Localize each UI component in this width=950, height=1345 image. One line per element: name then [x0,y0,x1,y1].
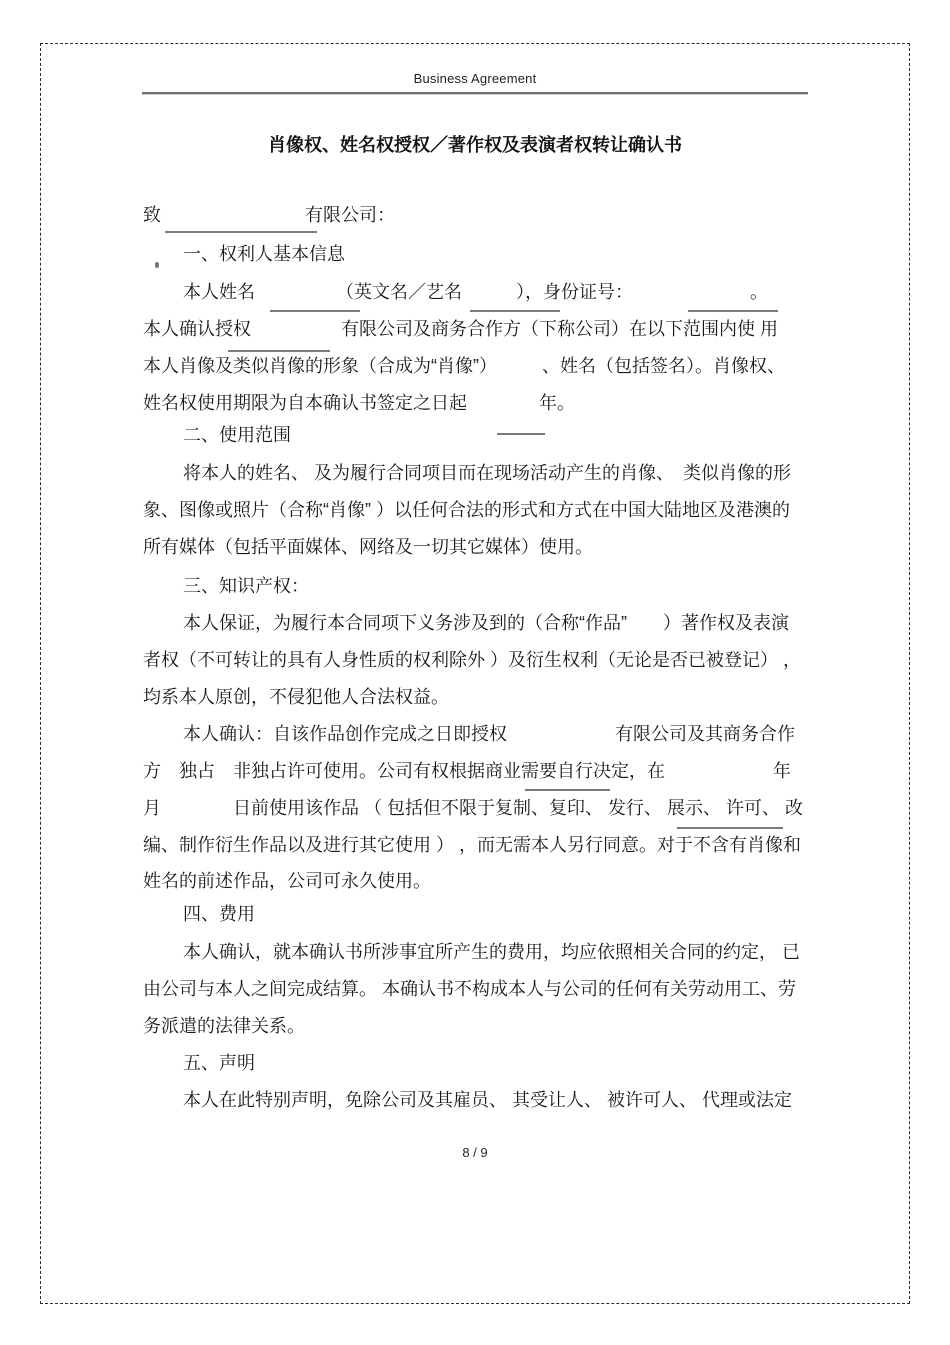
doc-line: 将本人的姓名、 及为履行合同项目而在现场活动产生的肖像、 类似肖像的形 [183,463,791,483]
doc-line: 本人确认：自该作品创作完成之日即授权 有限公司及其商务合作 [183,724,795,744]
doc-line: 象、图像或照片（合称“肖像” ）以任何合法的形式和方式在中国大陆地区及港澳的 [143,500,790,520]
section-heading-4: 四、费用 [183,904,255,924]
blank-underline [165,231,317,233]
doc-line: 务派遣的法律关系。 [143,1016,305,1036]
doc-line: 本人肖像及类似肖像的形象（合成为“肖像”） 、姓名（包括签名）。肖像权、 [143,356,785,376]
doc-line: 月 日前使用该作品 （ 包括但不限于复制、复印、 发行、 展示、 许可、 改 [143,798,804,818]
blank-underline [228,350,330,352]
blank-underline [677,827,783,829]
doc-line: 由公司与本人之间完成结算。 本确认书不构成本人与公司的任何有关劳动用工、劳 [143,979,796,999]
header-rule [142,92,808,95]
section-heading-3: 三、知识产权： [183,576,309,596]
section-heading-1: 一、权利人基本信息 [183,244,345,264]
doc-line: 方 独占 非独占许可使用。公司有权根据商业需要自行决定，在 年 [143,761,791,781]
stray-mark [155,262,159,268]
doc-line: 所有媒体（包括平面媒体、网络及一切其它媒体）使用。 [143,537,593,557]
doc-line: 姓名权使用期限为自本确认书签定之日起 年。 [143,393,575,413]
doc-line-salutation: 致 有限公司： [143,205,395,225]
page-number: 8 / 9 [462,1145,488,1160]
doc-line: 本人保证，为履行本合同项下义务涉及到的（合称“作品” ）著作权及表演 [183,613,789,633]
section-heading-5: 五、声明 [183,1053,255,1073]
doc-line: 姓名的前述作品，公司可永久使用。 [143,871,431,891]
blank-underline [270,310,360,312]
doc-line: 本人确认授权 有限公司及商务合作方（下称公司）在以下范围内使 用 [143,319,778,339]
doc-line: 本人姓名 （英文名／艺名 ），身份证号： 。 [183,282,768,302]
header-title: Business Agreement [413,71,537,86]
doc-line: 者权（不可转让的具有人身性质的权利除外 ）及衍生权利（无论是否已被登记） ， [143,650,801,670]
doc-title: 肖像权、姓名权授权／著作权及表演者权转让确认书 [268,135,682,155]
doc-line: 本人确认，就本确认书所涉事宜所产生的费用，均应依照相关合同的约定， 已 [183,942,800,962]
section-heading-2: 二、使用范围 [183,425,291,445]
blank-underline [525,789,610,791]
blank-underline [688,310,778,312]
blank-underline [470,310,560,312]
doc-line: 本人在此特别声明，免除公司及其雇员、 其受让人、 被许可人、 代理或法定 [183,1090,792,1110]
doc-line: 均系本人原创，不侵犯他人合法权益。 [143,687,449,707]
doc-line: 编、制作衍生作品以及进行其它使用 ） ，而无需本人另行同意。对于不含有肖像和 [143,835,801,855]
blank-underline [497,433,545,435]
